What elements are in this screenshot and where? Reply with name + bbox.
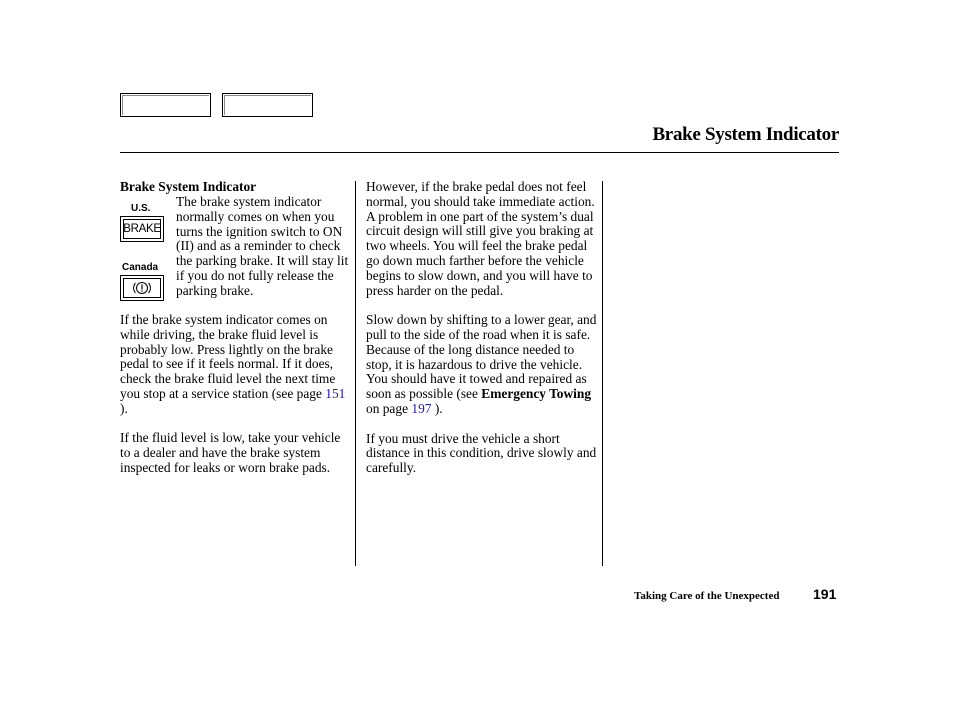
- intro-paragraph: The brake system indicator normally comes on when you turns the ignition switch to ON (II) and as a reminder to check the parking brake. It will stay lit if you do not fully release the parking brake.: [176, 194, 349, 298]
- middle-column: [366, 180, 598, 491]
- title-divider: [120, 152, 839, 153]
- previous-page-button[interactable]: [120, 93, 211, 117]
- column-divider: [602, 181, 603, 566]
- column-divider: [355, 181, 356, 566]
- intro-block: [120, 180, 352, 313]
- paragraph-text: ).: [120, 400, 128, 416]
- page-link-151[interactable]: 151: [325, 385, 346, 401]
- next-page-button[interactable]: [222, 93, 313, 117]
- canada-label: Canada: [122, 262, 159, 273]
- exclamation-circle-icon: [131, 280, 153, 296]
- page-link-197[interactable]: 197: [411, 400, 432, 416]
- paragraph-text: ).: [431, 400, 443, 416]
- paragraph: [366, 313, 598, 417]
- emergency-towing-reference: Emergency Towing: [481, 386, 592, 402]
- paragraph: If the fluid level is low, take your vehicle to a dealer and have the brake system inspected for leaks or worn brake pads.: [120, 430, 341, 475]
- left-column: [120, 180, 352, 491]
- paragraph: [120, 313, 352, 417]
- section-heading: Brake System Indicator: [120, 179, 257, 194]
- paragraph: If you must drive the vehicle a short distance in this condition, drive slowly and carefully.: [366, 430, 597, 476]
- brake-warning-symbol-icon: [120, 275, 164, 301]
- paragraph-text: on page: [366, 400, 412, 416]
- brake-indicator-text: BRAKE: [123, 222, 161, 235]
- page-title: Brake System Indicator: [652, 124, 839, 145]
- paragraph-text: If the brake system indicator comes on while driving, the brake fluid level is probably low. Press lightly on the brake pedal to see if it feels normal. If it does, check the brake fluid level the next time you stop at a service station (see page: [120, 312, 336, 401]
- page-number: 191: [813, 586, 837, 602]
- footer-section-label: Taking Care of the Unexpected: [634, 590, 780, 602]
- paragraph: However, if the brake pedal does not feel normal, you should take immediate action. A problem in one part of the system’s dual circuit design will still give you braking at two wheels. You will feel the brake pedal go down much farther before the vehicle begins to slow down, and you will have to press harder on the pedal.: [366, 179, 595, 298]
- paragraph-text: Slow down by shifting to a lower gear, and pull to the side of the road when it is safe. Because of the long distance needed to stop, it is hazardous to drive the vehicle. You should have it towed and repaired as soon as possible (see: [366, 312, 597, 402]
- brake-indicator-icon: [120, 216, 164, 242]
- us-label: U.S.: [131, 203, 151, 214]
